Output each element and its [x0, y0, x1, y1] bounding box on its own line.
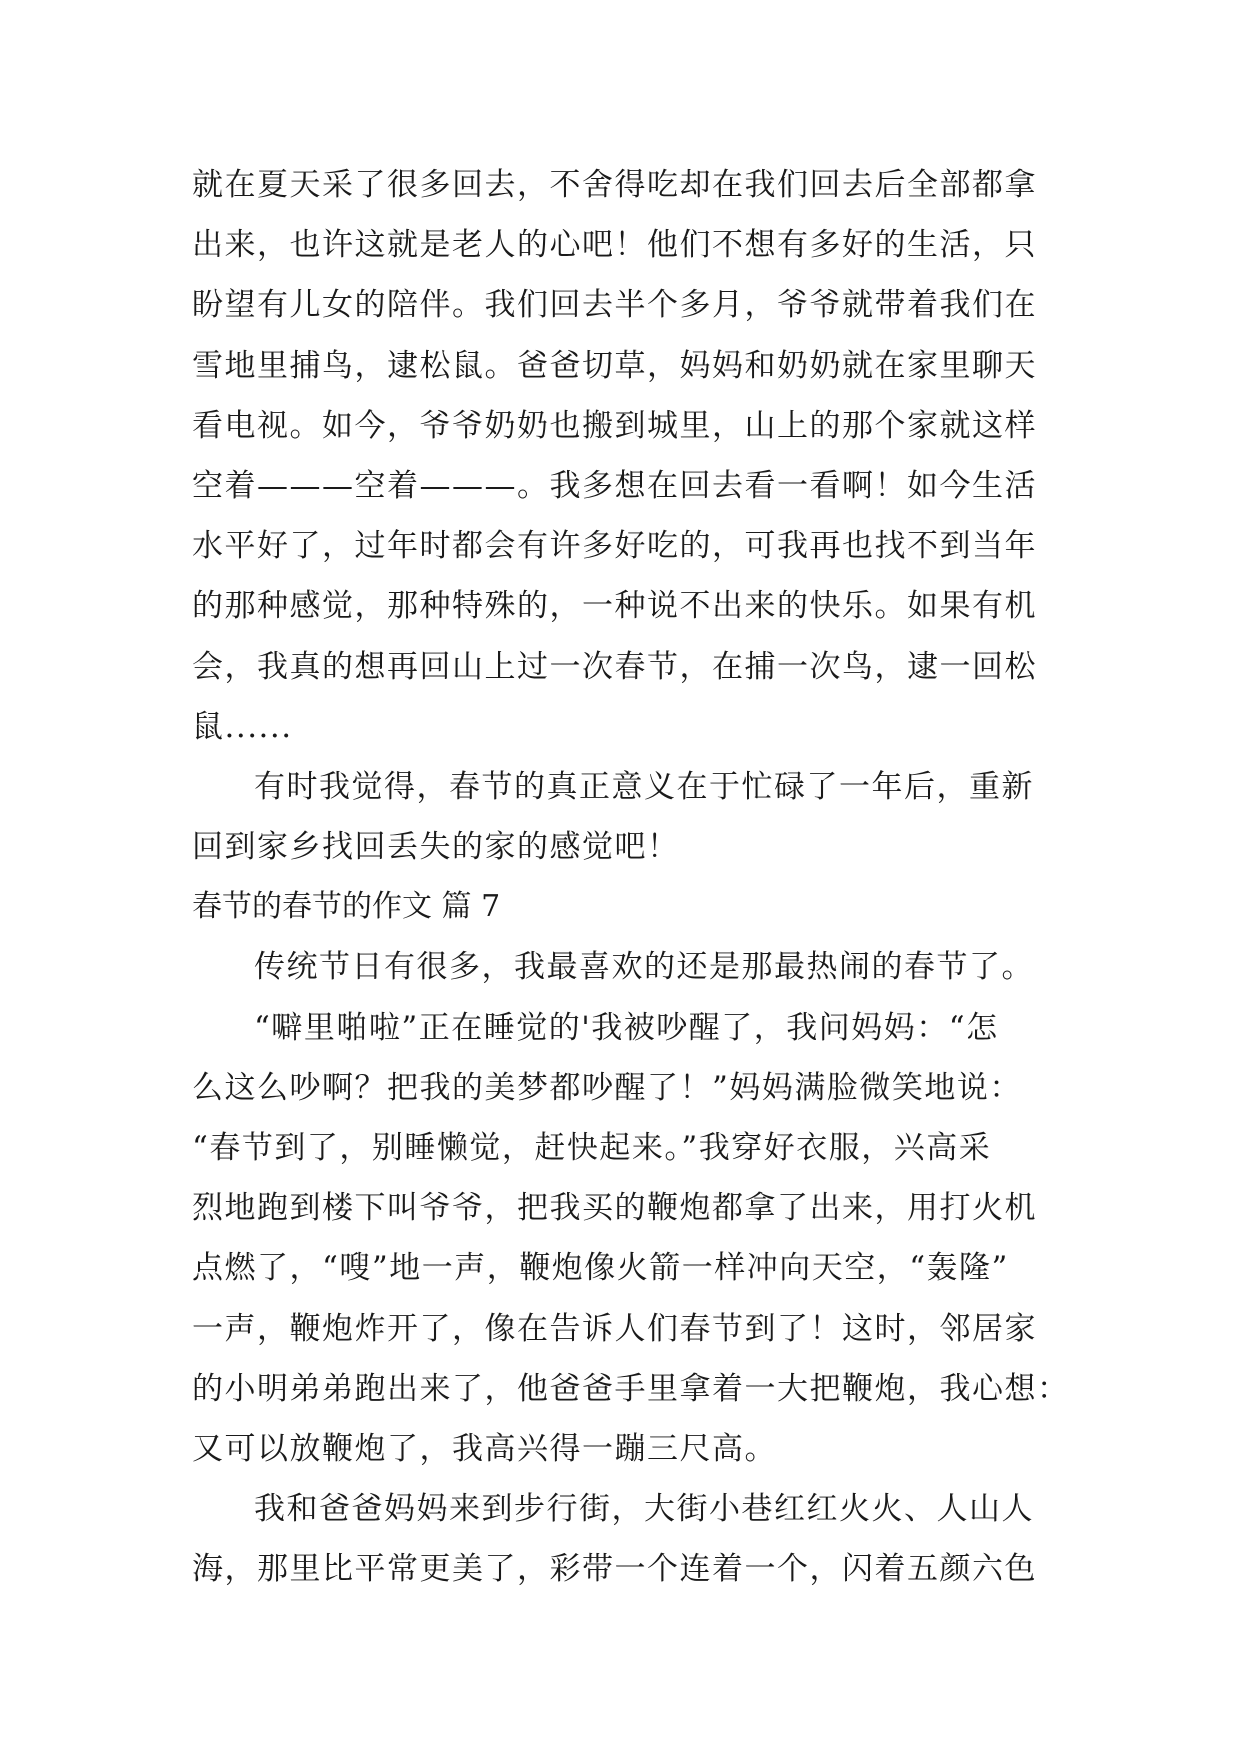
paragraph-line: 一声，鞭炮炸开了，像在告诉人们春节到了！这时，邻居家: [192, 1310, 1037, 1347]
paragraph-line: 回到家乡找回丢失的家的感觉吧！: [192, 829, 680, 866]
paragraph-line: 烈地跑到楼下叫爷爷，把我买的鞭炮都拿了出来，用打火机: [192, 1190, 1037, 1227]
paragraph-line: 么这么吵啊？把我的美梦都吵醒了！”妈妈满脸微笑地说：: [192, 1069, 1022, 1106]
paragraph-line: 出来，也许这就是老人的心吧！他们不想有多好的生活，只: [192, 227, 1037, 264]
paragraph-line: 空着———空着———。我多想在回去看一看啊！如今生活: [192, 467, 1037, 504]
paragraph-line: 盼望有儿女的陪伴。我们回去半个多月，爷爷就带着我们在: [192, 287, 1037, 324]
paragraph-line: “噼里啪啦”正在睡觉的'我被吵醒了，我问妈妈：“怎: [254, 1009, 999, 1046]
paragraph-line: 的小明弟弟跑出来了，他爸爸手里拿着一大把鞭炮，我心想：: [192, 1370, 1070, 1407]
section-heading: 春节的春节的作文 篇 7: [192, 889, 501, 925]
paragraph-line: “春节到了，别睡懒觉，赶快起来。”我穿好衣服，兴高采: [192, 1130, 992, 1166]
paragraph-line: 雪地里捕鸟，逮松鼠。爸爸切草，妈妈和奶奶就在家里聊天: [192, 347, 1037, 384]
paragraph-line: 传统节日有很多，我最喜欢的还是那最热闹的春节了。: [254, 949, 1034, 986]
paragraph-line: 看电视。如今，爷爷奶奶也搬到城里，山上的那个家就这样: [192, 407, 1037, 444]
paragraph-line: 就在夏天采了很多回去，不舍得吃却在我们回去后全部都拿: [192, 167, 1037, 203]
paragraph-line: 点燃了，“嗖”地一声，鞭炮像火箭一样冲向天空，“轰隆”: [192, 1250, 1009, 1287]
paragraph-line: 水平好了，过年时都会有许多好吃的，可我再也找不到当年: [192, 528, 1037, 565]
paragraph-line: 又可以放鞭炮了，我高兴得一蹦三尺高。: [192, 1430, 777, 1467]
paragraph-line: 海，那里比平常更美了，彩带一个连着一个，闪着五颜六色: [192, 1551, 1037, 1588]
paragraph-line: 会，我真的想再回山上过一次春节，在捕一次鸟，逮一回松: [192, 648, 1037, 685]
document-body: [192, 155, 1072, 1600]
paragraph-line: 的那种感觉，那种特殊的，一种说不出来的快乐。如果有机: [192, 588, 1037, 625]
paragraph-line: 我和爸爸妈妈来到步行街，大街小巷红红火火、人山人: [254, 1491, 1034, 1528]
paragraph-line: 有时我觉得，春节的真正意义在于忙碌了一年后，重新: [254, 768, 1034, 805]
paragraph-line: 鼠......: [192, 708, 293, 745]
